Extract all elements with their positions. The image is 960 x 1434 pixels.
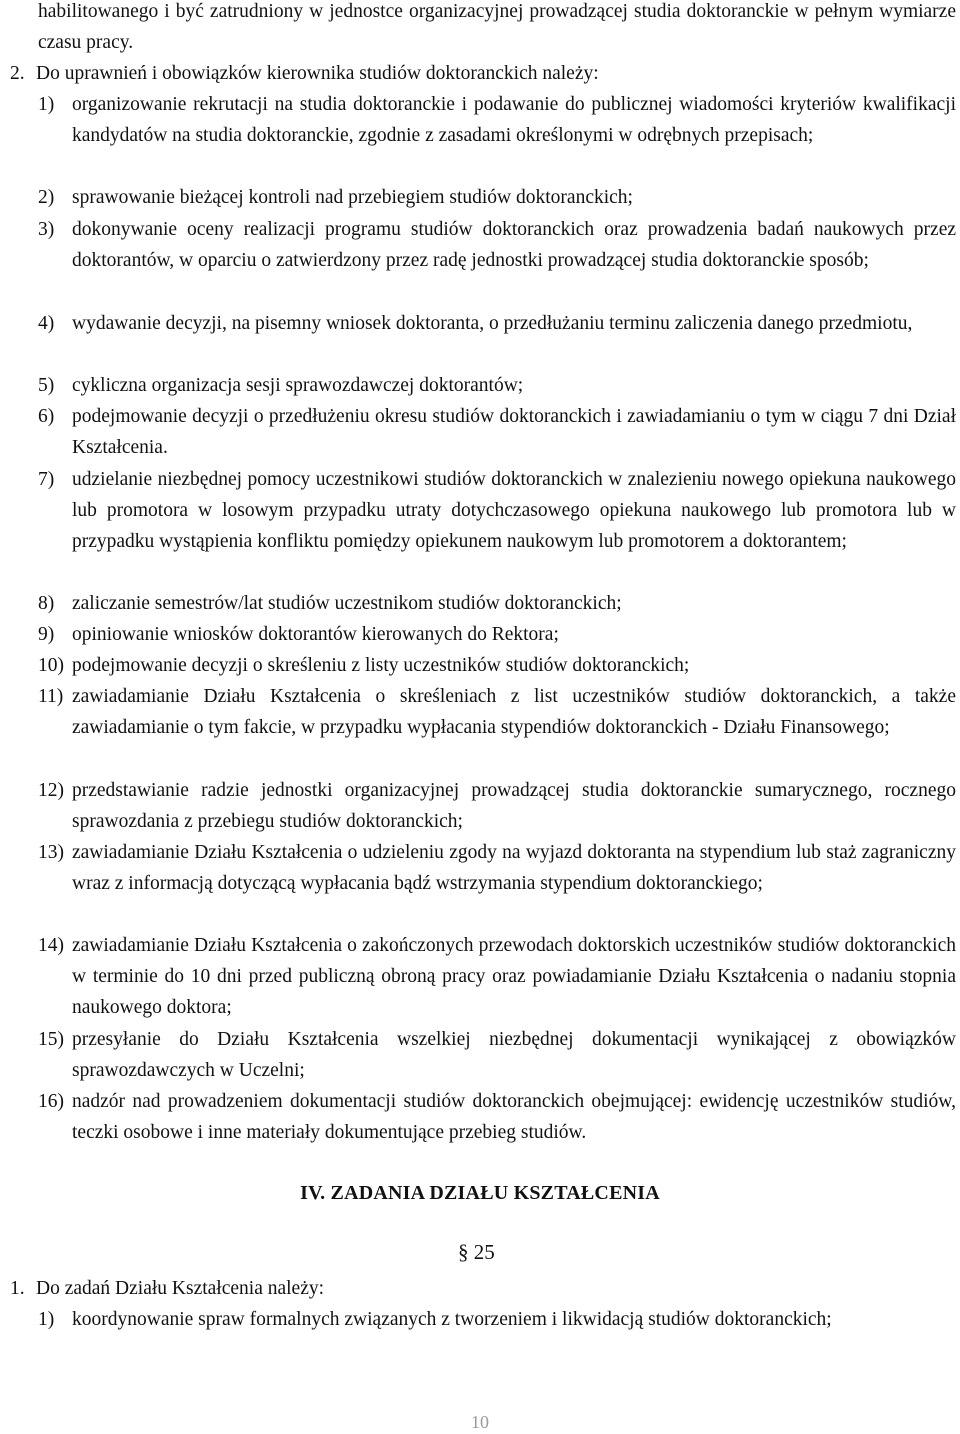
list-item-number: 8): [38, 593, 55, 614]
list-item-number: 4): [38, 313, 55, 334]
section-heading: IV. ZADANIA DZIAŁU KSZTAŁCENIA: [300, 1182, 660, 1204]
point-2-lead-text: Do uprawnień i obowiązków kierownika studiów doktoranckich należy:: [36, 63, 599, 84]
list-item: [38, 1024, 956, 1086]
list-item-text: przedstawianie radzie jednostki organizacyjnej prowadzącej studia doktoranckie sumarycznego, rocznego sprawozdania z przebiegu studiów doktoranckich;: [72, 780, 956, 832]
list-item: [38, 588, 956, 619]
list-item-text: podejmowanie decyzji o przedłużeniu okresu studiów doktoranckich i zawiadamianiu o tym w ciągu 7 dni Dział Kształcenia.: [72, 406, 956, 458]
list-item: [38, 837, 956, 899]
list-item: [38, 1304, 956, 1335]
list-item-number: 9): [38, 624, 55, 645]
intro-paragraph: habilitowanego i być zatrudniony w jednostce organizacyjnej prowadzącej studia doktoranckie w pełnym wymiarze czasu pracy.: [38, 1, 956, 53]
point-1-lead: [10, 1273, 956, 1304]
point-1-number: 1.: [10, 1278, 25, 1299]
list-item-text: zawiadamianie Działu Kształcenia o skreśleniach z list uczestników studiów doktoranckich, a także zawiadamianie o tym fakcie, w przypadku wypłacania stypendiów doktoranckich - Działu Finansowego;: [72, 686, 956, 738]
list-item-number: 5): [38, 375, 55, 396]
section-mark: § 25: [458, 1240, 495, 1264]
list-item: [38, 775, 956, 837]
list-item-number: 11): [38, 686, 64, 707]
list-item-number: 6): [38, 406, 55, 427]
list-item-number: 7): [38, 469, 55, 490]
list-item-text: opiniowanie wniosków doktorantów kierowanych do Rektora;: [72, 624, 559, 645]
list-item-text: sprawowanie bieżącej kontroli nad przebiegiem studiów doktoranckich;: [72, 187, 633, 208]
list-item: [38, 370, 956, 401]
list-item-text: przesyłanie do Działu Kształcenia wszelkiej niezbędnej dokumentacji wynikającej z obowiązków sprawozdawczych w Uczelni;: [72, 1029, 956, 1081]
list-item: [38, 681, 956, 743]
list-item: [38, 89, 956, 151]
page-number: 10: [471, 1412, 489, 1432]
list-item-number: 14): [38, 935, 64, 956]
list-item-text: wydawanie decyzji, na pisemny wniosek doktoranta, o przedłużaniu terminu zaliczenia danego przedmiotu,: [72, 313, 913, 334]
list-item-number: 12): [38, 780, 64, 801]
list-item: [38, 401, 956, 463]
list-item-number: 13): [38, 842, 64, 863]
list-item-text: koordynowanie spraw formalnych związanych z tworzeniem i likwidacją studiów doktoranckich;: [72, 1309, 832, 1330]
list-item-number: 2): [38, 187, 55, 208]
list-item: [38, 214, 956, 276]
list-item-text: zawiadamianie Działu Kształcenia o udzieleniu zgody na wyjazd doktoranta na stypendium lub staż zagraniczny wraz z informacją dotyczącą wypłacania bądź wstrzymania stypendium doktoranckiego;: [72, 842, 956, 894]
list-item: [38, 308, 956, 339]
list-item: [38, 182, 956, 213]
list-item: [38, 464, 956, 557]
list-item-text: zaliczanie semestrów/lat studiów uczestnikom studiów doktoranckich;: [72, 593, 622, 614]
point-2-number: 2.: [10, 63, 25, 84]
list-item-text: dokonywanie oceny realizacji programu studiów doktoranckich oraz prowadzenia badań naukowych przez doktorantów, w oparciu o zatwierdzony przez radę jednostki prowadzącej studia doktoranckie sposób;: [72, 219, 956, 271]
list-item: [38, 1086, 956, 1148]
list-item-number: 1): [38, 1309, 55, 1330]
list-item-number: 10): [38, 655, 64, 676]
list-item-text: organizowanie rekrutacji na studia doktoranckie i podawanie do publicznej wiadomości kryteriów kwalifikacji kandydatów na studia doktoranckie, zgodnie z zasadami określonymi w odrębnych przepisach;: [72, 94, 956, 146]
list-item-text: zawiadamianie Działu Kształcenia o zakończonych przewodach doktorskich uczestników studiów doktoranckich w terminie do 10 dni przed publiczną obroną pracy oraz powiadamianie Działu Kształcenia o nadaniu stopnia naukowego doktora;: [72, 935, 956, 1018]
list-item-text: cykliczna organizacja sesji sprawozdawczej doktorantów;: [72, 375, 524, 396]
list-item: [38, 650, 956, 681]
list-item: [38, 930, 956, 1023]
list-item-text: nadzór nad prowadzeniem dokumentacji studiów doktoranckich obejmującej: ewidencję uczestników studiów, teczki osobowe i inne materiały dokumentujące przebieg studiów.: [72, 1091, 956, 1143]
point-2-lead: [10, 58, 956, 89]
list-item-number: 15): [38, 1029, 64, 1050]
list-item-text: podejmowanie decyzji o skreśleniu z listy uczestników studiów doktoranckich;: [72, 655, 690, 676]
list-item-number: 3): [38, 219, 55, 240]
list-item: [38, 619, 956, 650]
list-item-number: 1): [38, 94, 55, 115]
list-item-number: 16): [38, 1091, 64, 1112]
list-item-text: udzielanie niezbędnej pomocy uczestnikowi studiów doktoranckich w znalezieniu nowego opiekuna naukowego lub promotora w losowym przypadku utraty dotychczasowego opiekuna naukowego lub promotora lub w przypadku wystąpienia konfliktu pomiędzy opiekunem naukowym lub promotorem a doktorantem;: [72, 469, 956, 552]
point-1-lead-text: Do zadań Działu Kształcenia należy:: [36, 1278, 325, 1299]
